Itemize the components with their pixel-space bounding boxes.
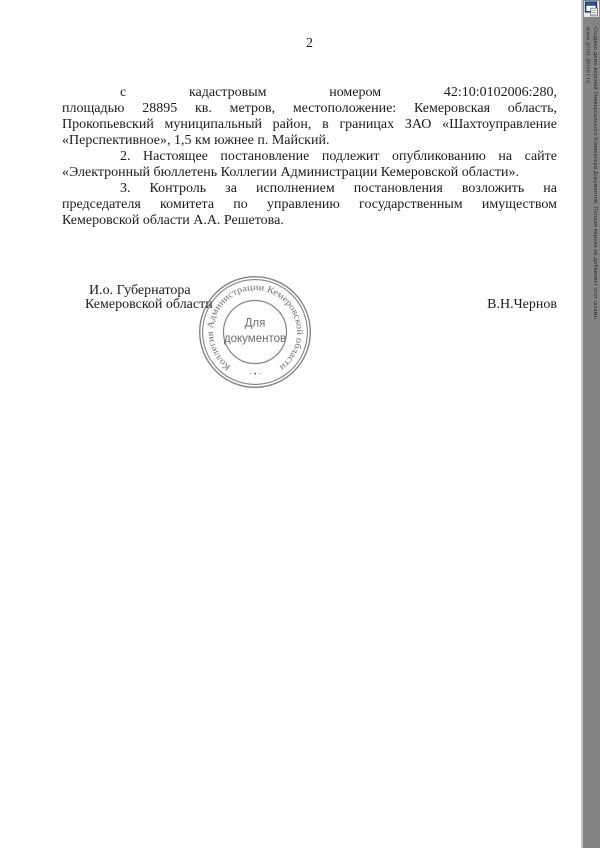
document-converter-app-icon bbox=[584, 1, 599, 17]
text-line: площадью 28895 кв. метров, местоположение: Кемеровская область, bbox=[62, 101, 557, 116]
official-round-stamp bbox=[198, 275, 312, 389]
signatory-title-line: И.о. Губернатора bbox=[89, 283, 191, 298]
paragraph bbox=[62, 149, 557, 181]
text-line: «Перспективное», 1,5 км южнее п. Майский. bbox=[62, 133, 330, 148]
text-line: председателя комитета по управлению государственным имуществом bbox=[62, 197, 557, 212]
paragraph bbox=[62, 85, 557, 149]
watermark-notice-line: Создано демо версией Универсального Конвертера Документов. Полная версия не добавляет этот штамп. bbox=[592, 27, 598, 321]
watermark-strip bbox=[581, 0, 600, 848]
signatory-title-line: Кемеровской области bbox=[85, 297, 213, 312]
page-number: 2 bbox=[306, 36, 313, 51]
text-line: 2. Настоящее постановление подлежит опубликованию на сайте bbox=[120, 149, 557, 164]
watermark-vertical-text bbox=[583, 27, 598, 320]
stamp-bottom-separator: · • · bbox=[248, 369, 262, 379]
paragraph bbox=[62, 181, 557, 229]
text-line: «Электронный бюллетень Коллегии Администрации Кемеровской области». bbox=[62, 165, 520, 180]
stamp-ring-text: Коллегия Администрации Кемеровской области bbox=[205, 282, 305, 372]
text-line: 3. Контроль за исполнением постановления возложить на bbox=[120, 181, 557, 196]
document-body bbox=[62, 85, 557, 229]
stamp-inner-ring bbox=[224, 301, 287, 364]
signatory-name: В.Н.Чернов bbox=[487, 297, 557, 312]
text-line: с кадастровым номером 42:10:0102006:280, bbox=[120, 85, 557, 100]
text-line: Прокопьевский муниципальный район, в границах ЗАО «Шахтоуправление bbox=[62, 117, 557, 132]
text-line: Кемеровской области А.А. Решетова. bbox=[62, 213, 284, 228]
stamp-center-text-line2: документов bbox=[223, 333, 287, 345]
watermark-url: www.print-driver.ru bbox=[584, 27, 591, 84]
stamp-center-text-line1: Для bbox=[244, 317, 266, 330]
